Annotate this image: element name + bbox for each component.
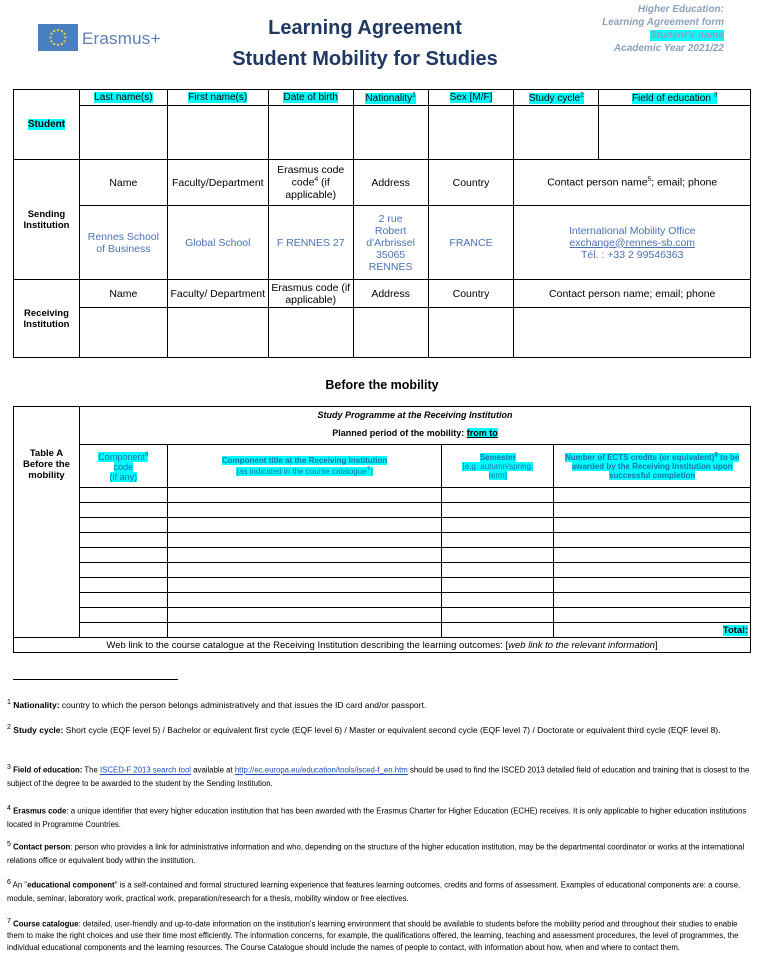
receiving-code-input[interactable] [268,308,353,358]
erasmus-logo [38,24,178,52]
table-a [13,406,751,653]
col-nationality: Nationality$^1$ [365,91,416,104]
sending-col-name: Name [79,160,167,206]
sending-col-contact: Contact person name$^5$; email; phone [514,160,751,206]
footnote-1: $^1$ Nationality: country to which the person belongs administratively and that issues the ID card and/or passport. [7,699,427,710]
sending-country: FRANCE [428,206,514,280]
footnote-2: $^2$ Study cycle: Short cycle (EQF level 5) / Bachelor or equivalent first cycle (EQF level 6) / Master or equivalent second cycle (EQF level 7) / Doctorate or equivalent third cycle (EQF level 8). [7,724,721,735]
sending-name: Rennes School of Business [79,206,167,280]
weblink-placeholder[interactable]: web link to the relevant information [508,639,655,651]
sending-email-link[interactable]: exchange@rennes-sb.com [569,236,696,249]
table-row[interactable] [14,503,751,518]
col-dob: Date of birth [283,92,338,103]
table-row[interactable] [14,548,751,563]
sending-col-address: Address [353,160,428,206]
receiving-col-country: Country [428,280,514,308]
footnote-divider [13,679,178,680]
table-row[interactable] [14,578,751,593]
sending-col-code: Erasmus code code$^4$ (if applicable) [268,160,353,206]
table-row[interactable] [14,518,751,533]
student-name-placeholder[interactable]: Student's name [649,30,724,41]
table-a-label: Table A Before the mobility [14,445,80,638]
period-from[interactable]: from to [466,428,498,439]
page-title: Learning Agreement [268,17,462,39]
table-row[interactable] [14,533,751,548]
col-semester: Semester [e.g. autumn/spring; term] [442,445,554,488]
table-row[interactable] [14,608,751,623]
receiving-country-input[interactable] [428,308,514,358]
programme-title: Study Programme at the Receiving Institution [79,407,750,423]
academic-year: Academic Year 2021/22 [613,43,724,54]
footnote-7: $^7$ Course catalogue: detailed, user-friendly and up-to-date information on the institution's learning environment that should be available to students before the mobility period and throughout their studies to enable them to make the right choices and use their time most efficiently. The information concerns, for example, the qualifications offered, the learning, teaching and assessment procedures, the level of programmes, the individual educational components and the learning resources. The Course Catalogue should include the names of people to contact, with information about how, when and where to contact them. [7,918,739,952]
input-first-name[interactable] [167,106,268,160]
footnote-6: $^6$ An "educational component" is a self-contained and formal structured learning experience that features learning outcomes, credits and forms of assessment. Examples of educational components are: a course, module, seminar, laboratory work, practical work, preparation/research for a thesis, mobility window or free electives. [7,879,741,903]
footnote-4: $^4$ Erasmus code: a unique identifier that every higher education institution that has been awarded with the Erasmus Charter for Higher Education (ECHE) receives. It is only applicable to higher education institutions located in Programme Countries. [7,805,747,829]
table-row[interactable] [14,593,751,608]
receiving-col-code: Erasmus code (if applicable) [268,280,353,308]
header-line1: Higher Education: [637,4,724,15]
input-nationality[interactable] [353,106,428,160]
col-study-cycle: Study cycle$^2$ [528,91,584,104]
col-last-name: Last name(s) [94,92,153,103]
period-row: Planned period of the mobility: from to [79,423,750,445]
col-first-name: First name(s) [188,92,248,103]
sending-code: F RENNES 27 [268,206,353,280]
header-line2: Learning Agreement form [602,17,724,28]
sending-contact: International Mobility Office exchange@rennes-sb.com Tél. : +33 2 99546363 [514,206,751,280]
col-ects: Number of ECTS credits (or equivalent)$^8$ to be awarded by the Receiving Institution upon successful completion [554,445,751,488]
input-last-name[interactable] [79,106,167,160]
footnote-3: $^3$ Field of education: The ISCED-F 2013 search tool available at http://ec.europa.eu/education/tools/isced-f_en.htm should be used to find the ISCED 2013 detailed field of education and training that is closest to the subject of the degree to be awarded to the student by the Sending Institution. [7,764,750,788]
receiving-name-input[interactable] [79,308,167,358]
sending-col-faculty: Faculty/Department [167,160,268,206]
receiving-col-address: Address [353,280,428,308]
input-field[interactable] [599,106,751,160]
table-row[interactable] [14,488,751,503]
isced-tool-link[interactable]: ISCED-F 2013 search tool [100,765,192,775]
receiving-col-name: Name [79,280,167,308]
input-sex[interactable] [428,106,514,160]
section-title: Before the mobility [325,378,439,392]
sending-label: Sending Institution [14,160,80,280]
receiving-col-contact: Contact person name; email; phone [514,280,751,308]
receiving-address-input[interactable] [353,308,428,358]
logo-text: Erasmus+ [82,29,161,48]
isced-url-link[interactable]: http://ec.europa.eu/education/tools/isced-f_en.htm [234,765,408,775]
footnote-5: $^5$ Contact person: person who provides a link for administrative information and who, depending on the structure of the higher education institution, may be the departmental coordinator or works at the international relations office or equivalent body within the institution. [7,841,745,865]
col-component-code: Component$^6$ code (if any) [79,445,167,488]
receiving-contact-input[interactable] [514,308,751,358]
total-label: Total: [722,624,748,636]
student-label: Student [27,119,66,130]
page-subtitle: Student Mobility for Studies [232,48,498,70]
col-component-title: Component title at the Receiving Institution (as indicated in the course catalogue$^7$) [167,445,442,488]
col-sex: Sex [M/F] [449,92,493,103]
sending-address: 2 rue Robert d'Arbrissel 35065 RENNES [353,206,428,280]
header-info [602,3,724,55]
weblink-row: Web link to the course catalogue at the Receiving Institution describing the learning outcomes: [web link to the relevant information] [14,638,751,653]
student-table [13,89,751,358]
sending-col-country: Country [428,160,514,206]
table-row[interactable] [14,563,751,578]
receiving-col-faculty: Faculty/ Department [167,280,268,308]
sending-faculty: Global School [167,206,268,280]
receiving-faculty-input[interactable] [167,308,268,358]
input-dob[interactable] [268,106,353,160]
eu-flag-icon [38,24,78,51]
col-field: Field of education $^3$ [631,91,718,104]
input-study-cycle[interactable] [514,106,599,160]
receiving-label: Receiving Institution [14,280,80,358]
